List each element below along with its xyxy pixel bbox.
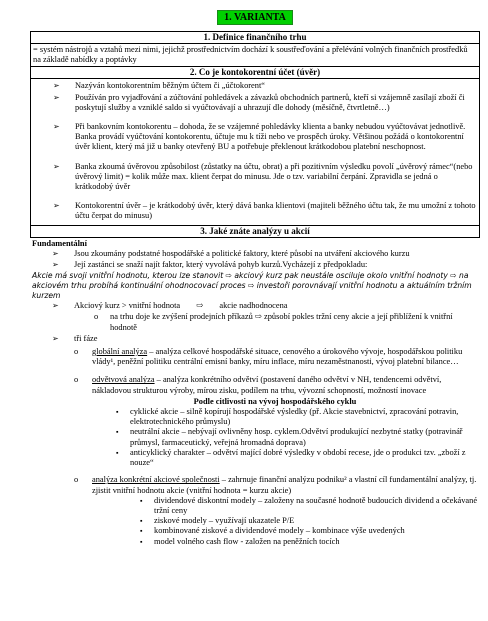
list-item-text: neutrální akcie – nebývají ovlivněny hosp. cyklem.Odvětví produkující nezbytné statky (potravinář průmysl, farmaceutický, veřejná hromadná doprava) <box>130 427 463 447</box>
arrow-bullet-icon: ➢ <box>53 161 60 171</box>
square-bullet-icon: ▪ <box>116 448 119 457</box>
sector-analysis-label: odvětvová analýza <box>92 375 155 385</box>
section-1-heading: 1. Definice finančního trhu <box>30 31 480 44</box>
double-arrow-icon: ⇨ <box>196 301 204 311</box>
subheading-fundamental: Fundamentální <box>32 238 87 248</box>
list-item-global <box>32 347 478 367</box>
list-item-text: Kontokorentní úvěr – je krátkodobý úvěr, který dává banka klientovi (majiteli běžného účtu tak, že mu umožní z tohoto účtu čerpat do minusu) <box>75 201 476 221</box>
list-item-text: tři fáze <box>74 333 98 343</box>
list-item <box>32 448 478 468</box>
title-wrap <box>30 10 480 25</box>
list-item-company <box>32 475 478 495</box>
list-item <box>32 526 478 536</box>
arrow-bullet-icon: ➢ <box>52 260 59 270</box>
list-item-text: dividendové diskontní modely – založeny na současné hodnotě budoucích dividend a očekávané tržní ceny <box>154 495 478 515</box>
list-item <box>32 537 478 547</box>
list-item-text: na trhu doje ke zvýšení prodejních příkazů ⇨ způsobí pokles tržní ceny akcie a její přiblížení k vnitřní hodnotě <box>110 312 453 332</box>
list-item-text: kombinované ziskové a dividendové modely – kombinace výše uvedených <box>154 526 405 536</box>
arrow-bullet-icon: ➢ <box>53 92 60 102</box>
list-item-text: Nazýván kontokorentním běžným účtem či „účtokorent“ <box>75 81 265 91</box>
company-analysis-label: analýza konkrétní akciové společnosti <box>92 475 220 485</box>
arrow-bullet-icon: ➢ <box>52 333 59 343</box>
list-item <box>32 496 478 516</box>
list-item <box>32 516 478 526</box>
list-item <box>32 334 478 344</box>
list-item <box>32 260 478 270</box>
list-item <box>32 301 478 311</box>
section-3-body <box>30 238 480 548</box>
list-item-text: Banka zkoumá úvěrovou způsobilost (zůstatky na účtu, obrat) a při pozitivním výsledku povolí „úvěrový rámec“(nebo úvěrový limit) = kolik může max. klient čerpat do minusu. Jde o tzv. variabilní čerpání. Zpravidla se jedná o krátkodobý úvěr <box>75 161 473 192</box>
list-item-text: Její zastánci se snaží najít faktor, který vyvolává pohyb kurzů.Vycházejí z předpokladu: <box>74 260 368 270</box>
circle-bullet-icon: o <box>74 475 79 485</box>
square-bullet-icon: ▪ <box>140 496 143 505</box>
italic-paragraph: Akcie má svoji vnitřní hodnotu, kterou lze stanovit ⇨ akciový kurz pak neustále osciluje okolo vnitřní hodnoty ⇨ na akciovém trhu probíhá kontinuální ohodnocovací proces ⇨ investoři porovnávají vnitřní hodnotu a aktuálním tržním kurzem <box>32 271 472 301</box>
cyclicality-heading: Podle citlivosti na vývoj hospodářského cyklu <box>193 396 357 406</box>
section-2-body <box>30 79 480 224</box>
list-item <box>33 201 477 221</box>
square-bullet-icon: ▪ <box>140 527 143 536</box>
list-item <box>33 162 477 193</box>
arrow-bullet-icon: ➢ <box>53 81 60 91</box>
arrow-bullet-icon: ➢ <box>52 301 59 311</box>
kurz-right: akcie nadhodnocena <box>219 301 288 311</box>
list-item-text: cyklické akcie – silně kopírují hospodářské výsledky (př. Akcie stavebnictví, zpracování potravin, elektrotechnického průmyslu) <box>130 407 459 427</box>
list-item-text: Při bankovním kontokorentu – dohoda, že se vzájemné pohledávky klienta a banky nebudou vyúčtovávat jednotlivě. Banka provádí vyúčtování kontokorentu, účtuje mu k tíži nebo ve prospěch úroky. Většinou požádá o kontokorentní úvěr klient, který má již u banky otevřený BU a potřebuje překlenout krátkodobou platební neschopnost. <box>75 122 466 152</box>
list-item-text: model volného cash flow - založen na peněžních tocích <box>154 536 340 546</box>
list-item <box>32 312 478 332</box>
global-analysis-text: – analýza celkové hospodářské situace, cenového a úrokového vývoje, hospodářskou politiku vlády¹, peněžní politiku centrální emisní banky, míru inflace, míru nezaměstnanosti, vývoj platební bilance… <box>92 347 463 367</box>
definition-text: = systém nástrojů a vztahů mezi nimi, jejichž prostřednictvím dochází k soustřeďování a přelévání volných finančních prostředků na základě nabídky a poptávky <box>33 45 468 65</box>
square-bullet-icon: ▪ <box>116 408 119 417</box>
document-title: 1. VARIANTA <box>217 10 293 25</box>
list-item-text: Jsou zkoumány podstatné hospodářské a politické faktory, které působí na utváření akciového kurzu <box>74 248 410 258</box>
circle-bullet-icon: o <box>74 347 79 357</box>
section-3-heading: 3. Jaké znáte analýzy u akcií <box>30 225 480 238</box>
list-item-text: ziskové modely – využívají ukazatele P/E <box>154 516 295 526</box>
list-item <box>33 81 477 91</box>
square-bullet-icon: ▪ <box>140 537 143 546</box>
section-1-body <box>30 44 480 66</box>
kurz-left: Akciový kurz > vnitřní hodnota <box>74 301 181 311</box>
square-bullet-icon: ▪ <box>140 517 143 526</box>
list-item <box>32 427 478 447</box>
circle-bullet-icon: o <box>74 375 79 385</box>
list-item <box>33 93 477 113</box>
list-item <box>32 249 478 259</box>
square-bullet-icon: ▪ <box>116 428 119 437</box>
list-item <box>32 407 478 427</box>
list-item-sector <box>32 375 478 395</box>
section-2-heading: 2. Co je kontokorentní účet (úvěr) <box>30 66 480 79</box>
company-analysis-text: – zahrnuje finanční analýzu podniku² a vlastní cíl fundamentální analýzy, tj. zjistit vnitřní hodnotu akcie (vnitřní hodnota = kurzu akcie) <box>92 475 477 495</box>
global-analysis-label: globální analýza <box>92 347 148 357</box>
circle-bullet-icon: o <box>94 312 99 322</box>
arrow-bullet-icon: ➢ <box>52 248 59 258</box>
arrow-bullet-icon: ➢ <box>53 122 60 132</box>
list-item-text: Používán pro vyjadřování a zúčtování pohledávek a závazků obchodních partnerů, kteří si vzájemně zasílají zboží či poskytují služby a vzniklé saldo si vyúčtovávají a uhrazují dle dohody (měsíčně, čtvrtletně…) <box>75 92 465 112</box>
arrow-bullet-icon: ➢ <box>53 201 60 211</box>
list-item <box>33 122 477 153</box>
sector-analysis-text: – analýza konkrétního odvětví (postavení daného odvětví v NH, tendencemi odvětví, nákladovou strukturou výroby, mírou zisku, podílem na trhu, vývozní schopností, možností inovace <box>92 375 442 395</box>
list-item-text: anticyklický charakter – odvětví mající dobré výsledky v období recese, jde o produkci tzv. „zboží z nouze“ <box>130 447 466 468</box>
